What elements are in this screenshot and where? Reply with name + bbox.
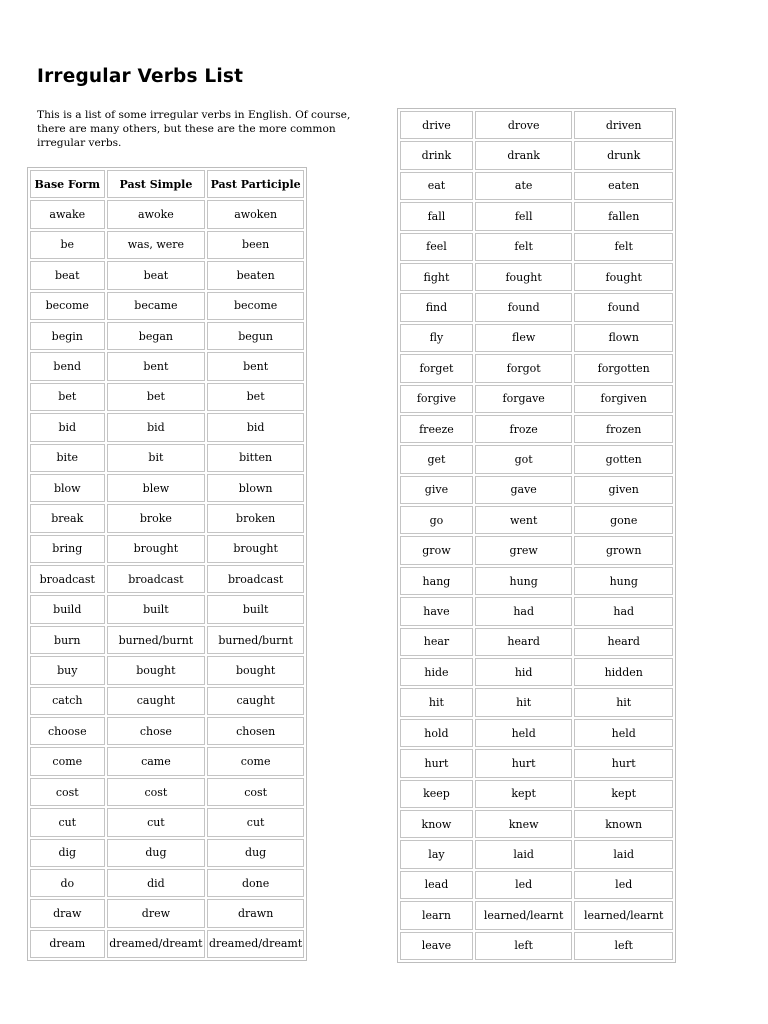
table-row [30, 656, 304, 684]
past-participle-cell: burned/burnt [207, 626, 304, 654]
table-row [30, 869, 304, 897]
base-form-cell: drink [400, 141, 473, 169]
table-row [30, 778, 304, 806]
base-form-cell: give [400, 476, 473, 504]
past-participle-cell: hidden [574, 658, 673, 686]
base-form-cell: beat [30, 261, 105, 289]
table-row [400, 141, 673, 169]
base-form-cell: drive [400, 111, 473, 139]
past-participle-cell: led [574, 871, 673, 899]
table-row [30, 899, 304, 927]
table-row [400, 871, 673, 899]
past-simple-cell: blew [107, 474, 206, 502]
past-participle-cell: known [574, 810, 673, 838]
verbs-table-right-body [400, 111, 673, 960]
past-participle-cell: broadcast [207, 565, 304, 593]
table-row [30, 322, 304, 350]
past-simple-cell: became [107, 292, 206, 320]
page-title: Irregular Verbs List [37, 66, 244, 87]
past-simple-cell: flew [475, 324, 573, 352]
table-row [400, 233, 673, 261]
table-row [30, 504, 304, 532]
base-form-cell: cut [30, 808, 105, 836]
base-form-cell: grow [400, 536, 473, 564]
past-simple-cell: bet [107, 383, 206, 411]
table-row [400, 202, 673, 230]
past-simple-cell: found [475, 293, 573, 321]
base-form-cell: begin [30, 322, 105, 350]
past-participle-cell: felt [574, 233, 673, 261]
past-participle-cell: done [207, 869, 304, 897]
past-simple-cell: dug [107, 839, 206, 867]
base-form-cell: hear [400, 628, 473, 656]
past-simple-cell: cut [107, 808, 206, 836]
table-row [30, 717, 304, 745]
base-form-cell: fall [400, 202, 473, 230]
table-row [30, 413, 304, 441]
past-simple-cell: led [475, 871, 573, 899]
table-row [400, 597, 673, 625]
table-row [400, 385, 673, 413]
base-form-cell: burn [30, 626, 105, 654]
verbs-table-left [27, 167, 307, 961]
table-row [400, 932, 673, 960]
table-row [30, 292, 304, 320]
past-participle-cell: forgotten [574, 354, 673, 382]
intro-paragraph: This is a list of some irregular verbs in English. Of course, there are many others, but these are the more common irregular verbs. [37, 109, 351, 149]
past-simple-cell: did [107, 869, 206, 897]
past-participle-cell: dug [207, 839, 304, 867]
base-form-cell: lead [400, 871, 473, 899]
header-base-form: Base Form [30, 170, 105, 198]
past-simple-cell: began [107, 322, 206, 350]
table-row [400, 415, 673, 443]
table-row [30, 352, 304, 380]
past-participle-cell: cut [207, 808, 304, 836]
past-participle-cell: begun [207, 322, 304, 350]
past-simple-cell: bid [107, 413, 206, 441]
table-row [30, 687, 304, 715]
past-participle-cell: caught [207, 687, 304, 715]
past-simple-cell: hid [475, 658, 573, 686]
past-simple-cell: bit [107, 444, 206, 472]
base-form-cell: have [400, 597, 473, 625]
base-form-cell: lay [400, 840, 473, 868]
past-participle-cell: learned/learnt [574, 901, 673, 929]
past-simple-cell: drove [475, 111, 573, 139]
past-simple-cell: learned/learnt [475, 901, 573, 929]
base-form-cell: find [400, 293, 473, 321]
past-participle-cell: drunk [574, 141, 673, 169]
past-simple-cell: hit [475, 688, 573, 716]
base-form-cell: fight [400, 263, 473, 291]
past-simple-cell: had [475, 597, 573, 625]
base-form-cell: bite [30, 444, 105, 472]
past-simple-cell: bought [107, 656, 206, 684]
header-past-simple: Past Simple [107, 170, 206, 198]
table-row [400, 901, 673, 929]
table-row [400, 324, 673, 352]
past-simple-cell: beat [107, 261, 206, 289]
table-row [400, 172, 673, 200]
past-simple-cell: burned/burnt [107, 626, 206, 654]
past-participle-cell: come [207, 747, 304, 775]
past-participle-cell: become [207, 292, 304, 320]
table-row [400, 688, 673, 716]
base-form-cell: eat [400, 172, 473, 200]
past-participle-cell: frozen [574, 415, 673, 443]
base-form-cell: hang [400, 567, 473, 595]
table-row [30, 200, 304, 228]
past-participle-cell: broken [207, 504, 304, 532]
base-form-cell: keep [400, 780, 473, 808]
base-form-cell: break [30, 504, 105, 532]
past-participle-cell: had [574, 597, 673, 625]
past-simple-cell: built [107, 595, 206, 623]
past-participle-cell: chosen [207, 717, 304, 745]
base-form-cell: forget [400, 354, 473, 382]
table-row [400, 536, 673, 564]
table-row [400, 111, 673, 139]
past-simple-cell: ate [475, 172, 573, 200]
table-row [30, 808, 304, 836]
table-row [400, 445, 673, 473]
past-participle-cell: hit [574, 688, 673, 716]
table-row [30, 474, 304, 502]
past-participle-cell: bitten [207, 444, 304, 472]
past-participle-cell: forgiven [574, 385, 673, 413]
past-participle-cell: driven [574, 111, 673, 139]
base-form-cell: dig [30, 839, 105, 867]
past-simple-cell: caught [107, 687, 206, 715]
base-form-cell: hold [400, 719, 473, 747]
past-simple-cell: brought [107, 535, 206, 563]
base-form-cell: bring [30, 535, 105, 563]
past-participle-cell: flown [574, 324, 673, 352]
past-participle-cell: brought [207, 535, 304, 563]
table-row [30, 444, 304, 472]
past-participle-cell: fallen [574, 202, 673, 230]
table-row [400, 506, 673, 534]
past-participle-cell: blown [207, 474, 304, 502]
table-row [30, 747, 304, 775]
past-simple-cell: felt [475, 233, 573, 261]
base-form-cell: draw [30, 899, 105, 927]
past-simple-cell: knew [475, 810, 573, 838]
past-simple-cell: grew [475, 536, 573, 564]
base-form-cell: awake [30, 200, 105, 228]
table-row [30, 626, 304, 654]
base-form-cell: do [30, 869, 105, 897]
past-simple-cell: froze [475, 415, 573, 443]
past-participle-cell: heard [574, 628, 673, 656]
past-simple-cell: forgave [475, 385, 573, 413]
table-row [400, 840, 673, 868]
base-form-cell: freeze [400, 415, 473, 443]
past-participle-cell: been [207, 231, 304, 259]
past-simple-cell: gave [475, 476, 573, 504]
base-form-cell: bid [30, 413, 105, 441]
past-simple-cell: fought [475, 263, 573, 291]
base-form-cell: cost [30, 778, 105, 806]
past-participle-cell: given [574, 476, 673, 504]
table-row [30, 261, 304, 289]
base-form-cell: choose [30, 717, 105, 745]
past-participle-cell: cost [207, 778, 304, 806]
past-simple-cell: drank [475, 141, 573, 169]
past-simple-cell: cost [107, 778, 206, 806]
table-row [400, 354, 673, 382]
past-simple-cell: kept [475, 780, 573, 808]
past-simple-cell: was, were [107, 231, 206, 259]
table-row [400, 476, 673, 504]
table-row [400, 567, 673, 595]
past-participle-cell: grown [574, 536, 673, 564]
verbs-table-left-body [30, 200, 304, 958]
base-form-cell: become [30, 292, 105, 320]
past-simple-cell: laid [475, 840, 573, 868]
table-row [400, 749, 673, 777]
past-participle-cell: left [574, 932, 673, 960]
base-form-cell: go [400, 506, 473, 534]
table-row [400, 263, 673, 291]
verbs-table-right [397, 108, 676, 963]
past-participle-cell: found [574, 293, 673, 321]
past-participle-cell: eaten [574, 172, 673, 200]
past-participle-cell: hung [574, 567, 673, 595]
base-form-cell: build [30, 595, 105, 623]
table-row [30, 930, 304, 958]
past-simple-cell: went [475, 506, 573, 534]
base-form-cell: dream [30, 930, 105, 958]
table-row [30, 383, 304, 411]
past-simple-cell: chose [107, 717, 206, 745]
past-participle-cell: awoken [207, 200, 304, 228]
table-row [400, 628, 673, 656]
table-row [30, 595, 304, 623]
past-participle-cell: kept [574, 780, 673, 808]
past-participle-cell: bought [207, 656, 304, 684]
past-participle-cell: bid [207, 413, 304, 441]
past-participle-cell: gone [574, 506, 673, 534]
table-row [30, 535, 304, 563]
table-row [30, 565, 304, 593]
past-simple-cell: drew [107, 899, 206, 927]
base-form-cell: bet [30, 383, 105, 411]
base-form-cell: feel [400, 233, 473, 261]
table-row [400, 719, 673, 747]
table-header-row [30, 170, 304, 198]
base-form-cell: know [400, 810, 473, 838]
table-row [400, 658, 673, 686]
past-participle-cell: bet [207, 383, 304, 411]
base-form-cell: fly [400, 324, 473, 352]
base-form-cell: broadcast [30, 565, 105, 593]
past-participle-cell: held [574, 719, 673, 747]
base-form-cell: be [30, 231, 105, 259]
past-simple-cell: forgot [475, 354, 573, 382]
past-simple-cell: fell [475, 202, 573, 230]
past-simple-cell: got [475, 445, 573, 473]
past-simple-cell: heard [475, 628, 573, 656]
past-simple-cell: broke [107, 504, 206, 532]
base-form-cell: learn [400, 901, 473, 929]
past-simple-cell: held [475, 719, 573, 747]
past-participle-cell: hurt [574, 749, 673, 777]
past-participle-cell: laid [574, 840, 673, 868]
base-form-cell: come [30, 747, 105, 775]
past-simple-cell: left [475, 932, 573, 960]
past-simple-cell: awoke [107, 200, 206, 228]
base-form-cell: hit [400, 688, 473, 716]
past-participle-cell: fought [574, 263, 673, 291]
past-simple-cell: hurt [475, 749, 573, 777]
past-simple-cell: dreamed/dreamt [107, 930, 206, 958]
past-participle-cell: beaten [207, 261, 304, 289]
base-form-cell: get [400, 445, 473, 473]
past-simple-cell: came [107, 747, 206, 775]
base-form-cell: forgive [400, 385, 473, 413]
past-participle-cell: drawn [207, 899, 304, 927]
base-form-cell: hurt [400, 749, 473, 777]
past-simple-cell: bent [107, 352, 206, 380]
table-row [400, 810, 673, 838]
header-past-participle: Past Participle [207, 170, 304, 198]
base-form-cell: catch [30, 687, 105, 715]
table-row [30, 839, 304, 867]
base-form-cell: hide [400, 658, 473, 686]
past-participle-cell: gotten [574, 445, 673, 473]
base-form-cell: blow [30, 474, 105, 502]
past-simple-cell: broadcast [107, 565, 206, 593]
base-form-cell: bend [30, 352, 105, 380]
past-simple-cell: hung [475, 567, 573, 595]
past-participle-cell: built [207, 595, 304, 623]
base-form-cell: buy [30, 656, 105, 684]
table-row [400, 293, 673, 321]
past-participle-cell: dreamed/dreamt [207, 930, 304, 958]
base-form-cell: leave [400, 932, 473, 960]
table-row [30, 231, 304, 259]
past-participle-cell: bent [207, 352, 304, 380]
table-row [400, 780, 673, 808]
